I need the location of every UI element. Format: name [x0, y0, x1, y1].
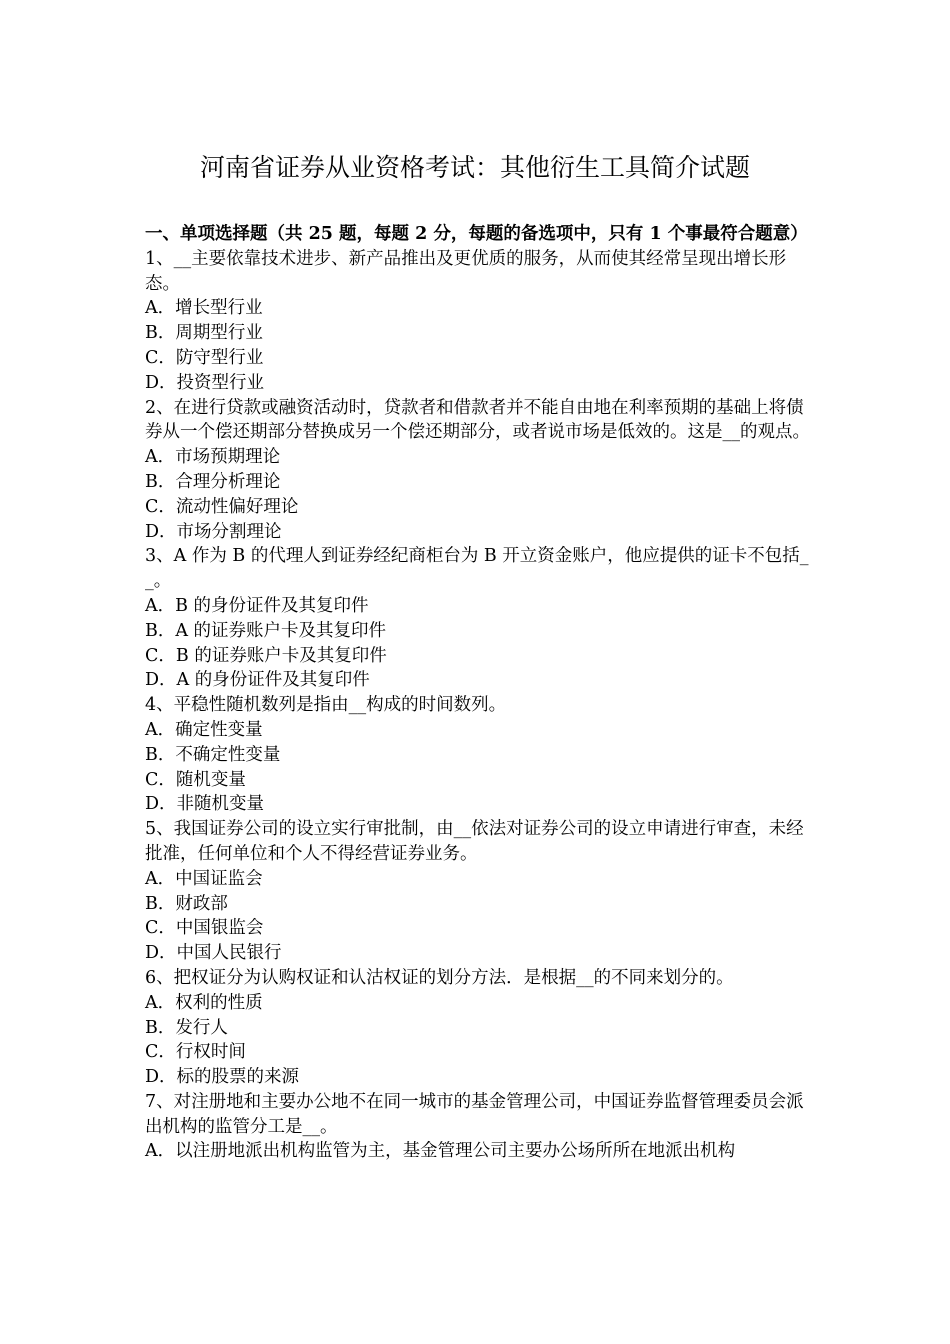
option-c: C．B 的证券账户卡及其复印件 [145, 645, 387, 666]
option-c: C．防守型行业 [145, 347, 264, 368]
question-text: 5、我国证券公司的设立实行审批制，由__依法对证券公司的设立申请进行审查，未经批准，任何单位和个人不得经营证券业务。 [145, 819, 804, 864]
option-d: D．非随机变量 [145, 794, 265, 815]
option-a: A．增长型行业 [145, 298, 263, 319]
option-a: A．确定性变量 [145, 719, 263, 740]
option-a: A．中国证监会 [145, 868, 263, 889]
question-text: 2、在进行贷款或融资活动时，贷款者和借款者并不能自由地在利率预期的基础上将债券从一个偿还期部分替换成另一个偿还期部分，或者说市场是低效的。这是__的观点。 [145, 397, 810, 443]
option-d: D．中国人民银行 [145, 943, 282, 964]
option-c: C．流动性偏好理论 [145, 496, 299, 517]
option-a: A．市场预期理论 [145, 447, 281, 468]
question-text: 7、对注册地和主要办公地不在同一城市的基金管理公司，中国证券监督管理委员会派出机构的监管分工是__。 [145, 1091, 804, 1137]
question-text: 1、__主要依靠技术进步、新产品推出及更优质的服务，从而使其经常呈现出增长形态。 [145, 248, 787, 294]
question-text: 6、把权证分为认购权证和认沽权证的划分方法．是根据__的不同来划分的。 [145, 967, 734, 988]
option-c: C．行权时间 [145, 1042, 246, 1063]
option-b: B．周期型行业 [145, 323, 263, 344]
option-b: B．不确定性变量 [145, 744, 281, 765]
question-6 [145, 966, 813, 1090]
option-d: D．投资型行业 [145, 372, 265, 393]
document-body [145, 222, 813, 1164]
question-4 [145, 693, 813, 817]
option-b: B．发行人 [145, 1017, 228, 1038]
question-7 [145, 1090, 813, 1164]
option-c: C．随机变量 [145, 769, 246, 790]
option-b: B．合理分析理论 [145, 471, 281, 492]
question-text: 4、平稳性随机数列是指由__构成的时间数列。 [145, 695, 507, 716]
option-a: A．权利的性质 [145, 992, 263, 1013]
option-b: B．财政部 [145, 893, 228, 914]
question-2 [145, 396, 813, 545]
document-title: 河南省证券从业资格考试：其他衍生工具简介试题 [199, 153, 750, 182]
question-5 [145, 817, 813, 966]
option-d: D．A 的身份证件及其复印件 [145, 670, 370, 691]
option-b: B．A 的证券账户卡及其复印件 [145, 620, 387, 641]
question-3 [145, 544, 813, 693]
option-a: A．以注册地派出机构监管为主，基金管理公司主要办公场所所在地派出机构 [145, 1141, 736, 1162]
section-heading: 一、单项选择题（共 25 题，每题 2 分，每题的备选项中，只有 1 个事最符合题意） [145, 224, 808, 244]
question-1 [145, 247, 813, 396]
option-d: D．标的股票的来源 [145, 1067, 300, 1088]
question-text: 3、A 作为 B 的代理人到证券经纪商柜台为 B 开立资金账户，他应提供的证卡不包括__。 [145, 546, 809, 592]
option-a: A．B 的身份证件及其复印件 [145, 595, 369, 616]
option-c: C．中国银监会 [145, 918, 264, 939]
option-d: D．市场分割理论 [145, 521, 282, 542]
